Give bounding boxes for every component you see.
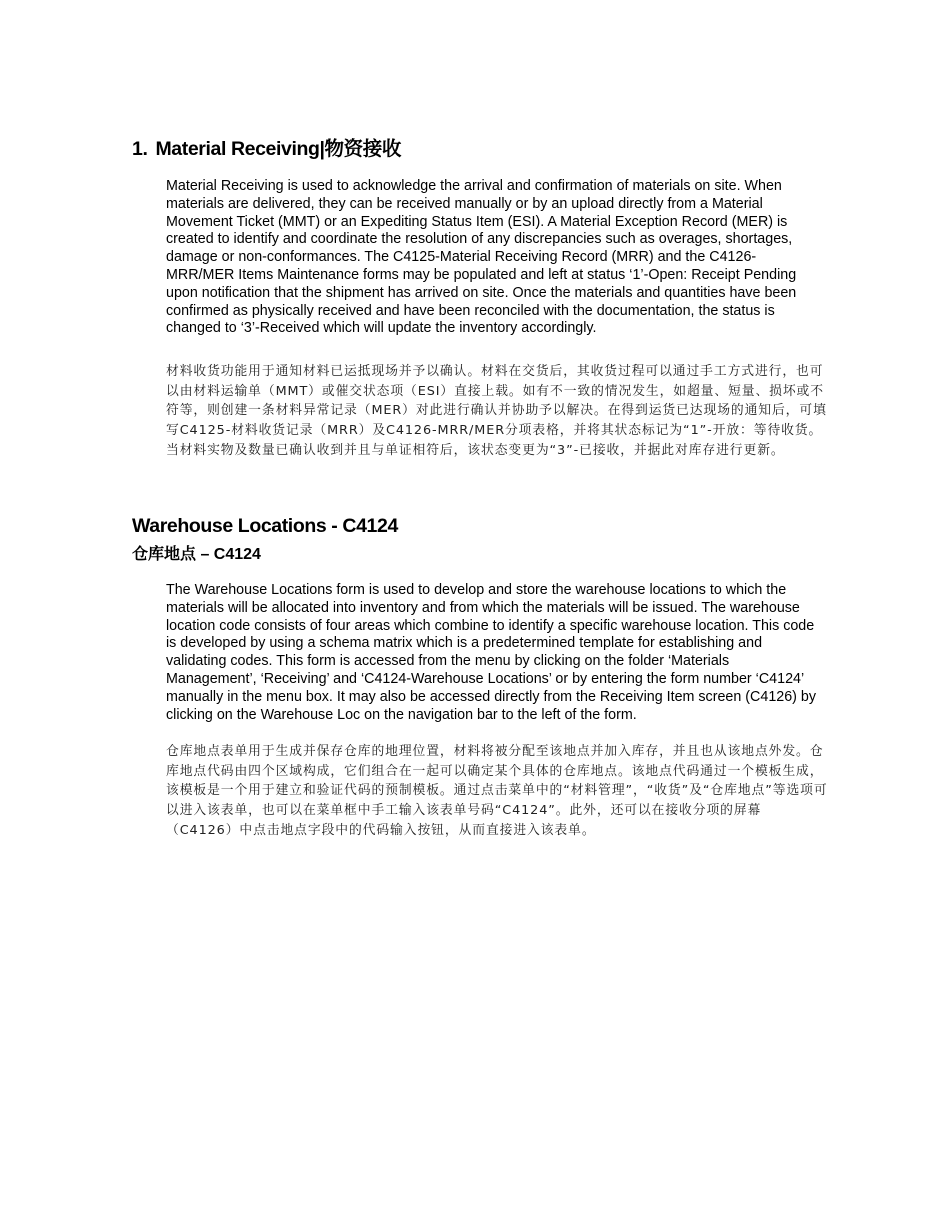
section-2-heading: Warehouse Locations - C4124 [132, 515, 398, 537]
section-2-subheading: 仓库地点 – C4124 [132, 546, 261, 563]
section-2-paragraph-en: The Warehouse Locations form is used to develop and store the warehouse locations to which the materials will be allocated into inventory and from which the materials will be issued. The warehouse location code consists of four areas which combine to identify a specific warehouse location. This code is developed by using a schema matrix which is a predetermined template for establishing and validating codes. This form is accessed from the menu by clicking on the folder ‘Materials Management’, ‘Receiving’ and ‘C4124-Warehouse Locations’ or by entering the form number ‘C4124’ manually in the menu box. It may also be accessed directly from the Receiving Item screen (C4126) by clicking on the Warehouse Loc on the navigation bar to the left of the form. [166, 582, 817, 723]
section-2-paragraph-zh: 仓库地点表单用于生成并保存仓库的地理位置，材料将被分配至该地点并加入库存，并且也从该地点外发。仓库地点代码由四个区域构成，它们组合在一起可以确定某个具体的仓库地点。该地点代码通过一个模板生成，该模板是一个用于建立和验证代码的预制模板。通过点击菜单中的“材料管理”，“收货”及“仓库地点”等选项可以进入该表单，也可以在菜单框中手工输入该表单号码“C4124”。此外，还可以在接收分项的屏幕（C4126）中点击地点字段中的代码输入按钮，从而直接进入该表单。 [166, 744, 828, 838]
section-1-heading [132, 133, 401, 161]
section-1-paragraph-en: Material Receiving is used to acknowledge the arrival and confirmation of materials on site. When materials are delivered, they can be received manually or by an upload directly from a Material Movement Ticket (MMT) or an Expediting Status Item (ESI). A Material Exception Record (MER) is created to identify and coordinate the resolution of any discrepancies such as overages, shortages, damage or non-conformances. The C4125-Material Receiving Record (MRR) and the C4126-MRR/MER Items Maintenance forms may be populated and left at status ‘1’-Open: Receipt Pending upon notification that the shipment has arrived on site. Once the materials and quantities have been confirmed as physically received and have been reconciled with the documentation, the status is changed to ‘3’-Received which will update the inventory accordingly. [166, 178, 797, 337]
section-1-number: 1. [132, 138, 148, 160]
section-1-paragraph-zh: 材料收货功能用于通知材料已运抵现场并予以确认。材料在交货后，其收货过程可以通过手工方式进行，也可以由材料运输单（MMT）或催交状态项（ESI）直接上载。如有不一致的情况发生，如超量、短量、损坏或不符等，则创建一条材料异常记录（MER）对此进行确认并协助予以解决。在得到运货已达现场的通知后，可填写C4125-材料收货记录（MRR）及C4126-MRR/MER分项表格，并将其状态标记为“1”-开放：等待收货。当材料实物及数量已确认收到并且与单证相符后，该状态变更为“3”-已接收，并据此对库存进行更新。 [166, 364, 827, 458]
section-1-title: Material Receiving|物资接收 [155, 138, 401, 160]
